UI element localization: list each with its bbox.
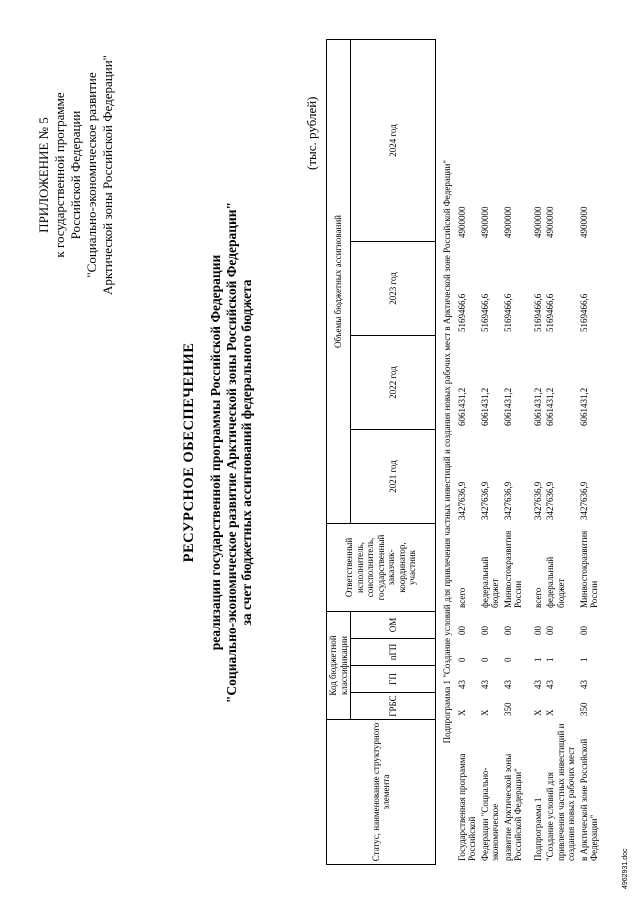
cell-responsible: Минвостокразвития России <box>502 530 523 608</box>
cell-grbs: X <box>456 709 467 716</box>
header-status: Статус, наименование структурного элемента <box>327 720 436 865</box>
appendix-line: Арктической зоны Российской Федерации" <box>100 55 115 295</box>
subtitle-line: "Социально-экономическое развитие Арктической зоны Российской Федерации" <box>223 201 239 704</box>
section-title: Подпрограмма 1 "Создание условий для привлечения частных инвестиций и создания новых рабочих мест в Арктической зоне Российской Федерации" <box>442 160 452 744</box>
cell-2021: 3427636,9 <box>479 481 490 520</box>
cell-2023: 5169466,6 <box>502 293 513 332</box>
table-row <box>456 39 479 864</box>
cell-pgp: 0 <box>502 657 513 662</box>
cell-pgp: 0 <box>456 657 467 662</box>
cell-2023: 5169466,6 <box>479 293 490 332</box>
resources-table <box>326 39 601 865</box>
header-om: ОМ <box>351 611 436 638</box>
subtitle-line: за счет бюджетных ассигнований федерального бюджета <box>239 279 254 626</box>
header-responsible: Ответственный исполнитель, соисполнитель, государственный заказчик-координатор, участник <box>327 523 436 611</box>
header-volumes-group: Объемы бюджетных ассигнований <box>327 39 351 523</box>
cell-om: 00 <box>502 626 513 635</box>
section-row <box>436 39 456 864</box>
title-block <box>180 40 255 865</box>
header-2024: 2024 год <box>351 39 436 241</box>
cell-grbs: X <box>532 709 543 716</box>
cell-name: Федерации "Социально-экономическое <box>479 767 500 861</box>
table-row <box>578 39 601 864</box>
table-header <box>327 39 436 864</box>
cell-2022: 6061431,2 <box>479 387 490 426</box>
cell-gp: 43 <box>456 680 467 689</box>
cell-responsible: Минвостокразвития России <box>578 530 599 608</box>
table-row <box>544 39 578 864</box>
cell-pgp: 1 <box>532 657 543 662</box>
header-2021: 2021 год <box>351 429 436 523</box>
cell-gp: 43 <box>578 680 589 689</box>
cell-name: развитие Арктической зоны Российской Федерации" <box>502 753 523 861</box>
header-gp: ГП <box>351 666 436 693</box>
file-name-footer: 4962931.doc <box>622 848 629 889</box>
cell-2024: 4900000 <box>456 206 467 238</box>
cell-pgp: 1 <box>545 657 555 662</box>
cell-responsible: федеральный бюджет <box>479 556 500 608</box>
cell-grbs: 350 <box>502 702 513 716</box>
cell-om: 00 <box>545 626 555 635</box>
cell-2021: 3427636,9 <box>532 481 543 520</box>
cell-grbs: X <box>545 709 555 716</box>
cell-responsible: федеральный бюджет <box>545 556 566 608</box>
table-row <box>525 39 545 864</box>
header-grbs: ГРБС <box>351 693 436 720</box>
cell-2021: 3427636,9 <box>456 481 467 520</box>
cell-2022: 6061431,2 <box>532 387 543 426</box>
cell-grbs: 350 <box>578 702 589 716</box>
cell-name: Подпрограмма 1 <box>532 797 543 861</box>
appendix-block <box>36 25 116 325</box>
cell-gp: 43 <box>502 680 513 689</box>
cell-2022: 6061431,2 <box>502 387 513 426</box>
cell-name: "Создание условий для привлечения частных инвестиций и создания новых рабочих мест <box>545 723 576 861</box>
cell-responsible: всего <box>532 587 543 608</box>
cell-2024: 4900000 <box>532 206 543 238</box>
appendix-line: к государственной программе <box>52 92 67 258</box>
table-row <box>479 39 502 864</box>
cell-2024: 4900000 <box>479 206 490 238</box>
cell-2023: 5169466,6 <box>578 293 589 332</box>
appendix-line: ПРИЛОЖЕНИЕ № 5 <box>36 117 51 233</box>
subtitle-line: реализации государственной программы Российской Федерации <box>208 254 223 651</box>
appendix-line: Российской Федерации <box>68 110 83 240</box>
cell-2023: 5169466,6 <box>456 293 467 332</box>
cell-2022: 6061431,2 <box>545 387 555 426</box>
cell-2021: 3427636,9 <box>578 481 589 520</box>
cell-grbs: X <box>479 709 490 716</box>
cell-2024: 4900000 <box>578 206 589 238</box>
cell-responsible: всего <box>456 587 467 608</box>
cell-gp: 43 <box>479 680 490 689</box>
cell-om: 00 <box>578 626 589 635</box>
page-title: РЕСУРСНОЕ ОБЕСПЕЧЕНИЕ <box>181 342 197 563</box>
cell-gp: 43 <box>532 680 543 689</box>
cell-2021: 3427636,9 <box>545 481 555 520</box>
cell-2024: 4900000 <box>502 206 513 238</box>
cell-om: 00 <box>456 626 467 635</box>
table-row <box>502 39 525 864</box>
cell-om: 00 <box>479 626 490 635</box>
header-2023: 2023 год <box>351 241 436 335</box>
header-code-group: Код бюджетной классификации <box>327 611 351 719</box>
cell-name: Государственная программа Российской <box>456 753 477 861</box>
cell-2023: 5169466,6 <box>532 293 543 332</box>
cell-gp: 43 <box>545 680 555 689</box>
cell-2022: 6061431,2 <box>578 387 589 426</box>
header-pgp: пГП <box>351 639 436 666</box>
cell-2023: 5169466,6 <box>545 293 555 332</box>
cell-2022: 6061431,2 <box>456 387 467 426</box>
cell-name: в Арктической зоне Российской Федерации" <box>578 738 599 861</box>
unit-label: (тыс. рублей) <box>304 96 319 170</box>
cell-2021: 3427636,9 <box>502 481 513 520</box>
cell-pgp: 1 <box>578 657 589 662</box>
header-2022: 2022 год <box>351 335 436 429</box>
appendix-line: "Социально-экономическое развитие <box>84 72 99 278</box>
cell-om: 00 <box>532 626 543 635</box>
cell-2024: 4900000 <box>545 206 555 238</box>
cell-pgp: 0 <box>479 657 490 662</box>
